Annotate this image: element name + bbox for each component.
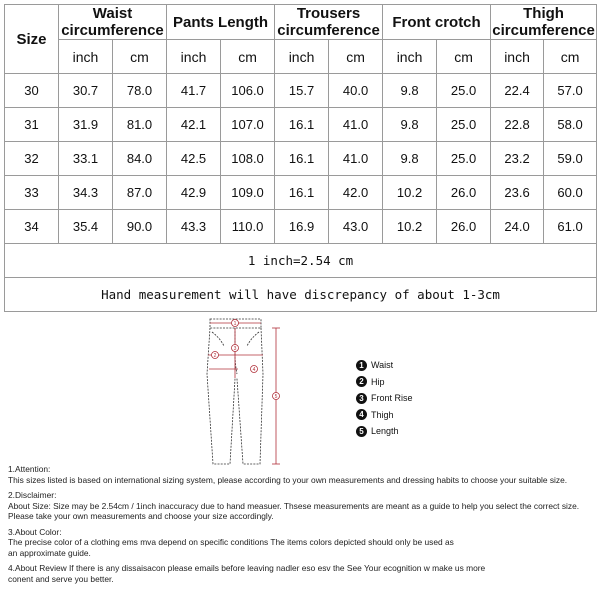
value-cell: 43.0 xyxy=(329,210,383,244)
value-cell: 42.9 xyxy=(167,176,221,210)
notes-section xyxy=(8,464,596,584)
unit-cm: cm xyxy=(329,40,383,74)
header-trousers-circumference: Trousers circumference xyxy=(275,5,383,40)
unit-cm: cm xyxy=(221,40,275,74)
review-text: conent and serve you better. xyxy=(8,573,114,584)
legend-item-length xyxy=(356,423,413,440)
value-cell: 41.0 xyxy=(329,108,383,142)
value-cell: 84.0 xyxy=(113,142,167,176)
table-row xyxy=(5,176,597,210)
value-cell: 9.8 xyxy=(383,108,437,142)
value-cell: 16.9 xyxy=(275,210,329,244)
value-cell: 60.0 xyxy=(544,176,597,210)
value-cell: 90.0 xyxy=(113,210,167,244)
conversion-note: 1 inch=2.54 cm xyxy=(5,244,597,278)
header-pants-length: Pants Length xyxy=(167,5,275,40)
value-cell: 26.0 xyxy=(437,176,491,210)
unit-inch: inch xyxy=(383,40,437,74)
marker-4: 4 xyxy=(252,366,256,373)
value-cell: 9.8 xyxy=(383,74,437,108)
legend-label: Hip xyxy=(371,376,385,387)
legend-label: Length xyxy=(371,426,399,437)
unit-inch: inch xyxy=(491,40,544,74)
value-cell: 110.0 xyxy=(221,210,275,244)
size-cell: 34 xyxy=(5,210,59,244)
disclaimer-text: Please take your own measurements and choose your size accordingly. xyxy=(8,511,274,521)
header-front-crotch: Front crotch xyxy=(383,5,491,40)
table-header-row xyxy=(5,5,597,40)
color-title: 3.About Color: xyxy=(8,526,62,537)
table-row xyxy=(5,74,597,108)
marker-2: 2 xyxy=(213,352,217,359)
header-waist: Waist circumference xyxy=(59,5,167,40)
legend-item-waist xyxy=(356,357,413,374)
value-cell: 35.4 xyxy=(59,210,113,244)
value-cell: 31.9 xyxy=(59,108,113,142)
value-cell: 42.1 xyxy=(167,108,221,142)
value-cell: 10.2 xyxy=(383,210,437,244)
size-chart-table xyxy=(4,4,597,312)
value-cell: 81.0 xyxy=(113,108,167,142)
value-cell: 22.4 xyxy=(491,74,544,108)
value-cell: 108.0 xyxy=(221,142,275,176)
value-cell: 59.0 xyxy=(544,142,597,176)
value-cell: 16.1 xyxy=(275,142,329,176)
value-cell: 87.0 xyxy=(113,176,167,210)
attention-text: This sizes listed is based on international sizing system, please according to your own measurements and dressing habits to choose your suitable size. xyxy=(8,474,568,485)
disclaimer-text: About Size: Size may be 2.54cm / 1inch inaccuracy due to hand measuer. Thsese measurements are meant as a guide to help you select the correct size. xyxy=(8,500,580,511)
disclaimer-title: 2.Disclaimer: xyxy=(8,490,57,500)
unit-cm: cm xyxy=(113,40,167,74)
legend-item-front-rise xyxy=(356,390,413,407)
value-cell: 109.0 xyxy=(221,176,275,210)
unit-inch: inch xyxy=(59,40,113,74)
number-2-icon: 2 xyxy=(356,376,367,387)
value-cell: 23.2 xyxy=(491,142,544,176)
number-3-icon: 3 xyxy=(356,393,367,404)
value-cell: 15.7 xyxy=(275,74,329,108)
review-text: 4.About Review If there is any dissaisacon please emails before leaving nadler eso esv the See Your ecognition w make us more xyxy=(8,563,486,573)
attention-title: 1.Attention: xyxy=(8,464,51,474)
value-cell: 41.7 xyxy=(167,74,221,108)
marker-1: 1 xyxy=(233,320,237,327)
color-text: an approximate guide. xyxy=(8,547,91,558)
value-cell: 10.2 xyxy=(383,176,437,210)
value-cell: 42.5 xyxy=(167,142,221,176)
unit-cm: cm xyxy=(544,40,597,74)
value-cell: 16.1 xyxy=(275,176,329,210)
value-cell: 25.0 xyxy=(437,74,491,108)
marker-5: 5 xyxy=(274,393,278,400)
unit-inch: inch xyxy=(167,40,221,74)
table-row xyxy=(5,142,597,176)
value-cell: 42.0 xyxy=(329,176,383,210)
value-cell: 23.6 xyxy=(491,176,544,210)
legend-label: Thigh xyxy=(371,409,394,420)
value-cell: 43.3 xyxy=(167,210,221,244)
value-cell: 34.3 xyxy=(59,176,113,210)
size-header: Size xyxy=(5,5,59,74)
value-cell: 25.0 xyxy=(437,108,491,142)
size-cell: 32 xyxy=(5,142,59,176)
legend-item-hip xyxy=(356,374,413,391)
value-cell: 57.0 xyxy=(544,74,597,108)
size-cell: 30 xyxy=(5,74,59,108)
conversion-row xyxy=(5,244,597,278)
table-row xyxy=(5,210,597,244)
legend-label: Waist xyxy=(371,360,394,371)
table-unit-row xyxy=(5,40,597,74)
color-text: The precise color of a clothing ems mva depend on specific conditions The items colors depicted should only be used as xyxy=(8,537,454,547)
discrepancy-row xyxy=(5,278,597,312)
unit-cm: cm xyxy=(437,40,491,74)
value-cell: 24.0 xyxy=(491,210,544,244)
value-cell: 41.0 xyxy=(329,142,383,176)
marker-3: 3 xyxy=(233,345,237,352)
value-cell: 61.0 xyxy=(544,210,597,244)
value-cell: 40.0 xyxy=(329,74,383,108)
discrepancy-note: Hand measurement will have discrepancy of about 1-3cm xyxy=(5,278,597,312)
value-cell: 30.7 xyxy=(59,74,113,108)
value-cell: 58.0 xyxy=(544,108,597,142)
table-row xyxy=(5,108,597,142)
value-cell: 78.0 xyxy=(113,74,167,108)
header-thigh: Thigh circumference xyxy=(492,5,595,39)
legend-item-thigh xyxy=(356,407,413,424)
legend-label: Front Rise xyxy=(371,393,413,404)
number-4-icon: 4 xyxy=(356,409,367,420)
value-cell: 33.1 xyxy=(59,142,113,176)
measurement-legend xyxy=(356,357,413,440)
value-cell: 106.0 xyxy=(221,74,275,108)
unit-inch: inch xyxy=(275,40,329,74)
value-cell: 26.0 xyxy=(437,210,491,244)
number-1-icon: 1 xyxy=(356,360,367,371)
value-cell: 22.8 xyxy=(491,108,544,142)
value-cell: 16.1 xyxy=(275,108,329,142)
value-cell: 25.0 xyxy=(437,142,491,176)
value-cell: 107.0 xyxy=(221,108,275,142)
size-cell: 31 xyxy=(5,108,59,142)
number-5-icon: 5 xyxy=(356,426,367,437)
value-cell: 9.8 xyxy=(383,142,437,176)
size-cell: 33 xyxy=(5,176,59,210)
